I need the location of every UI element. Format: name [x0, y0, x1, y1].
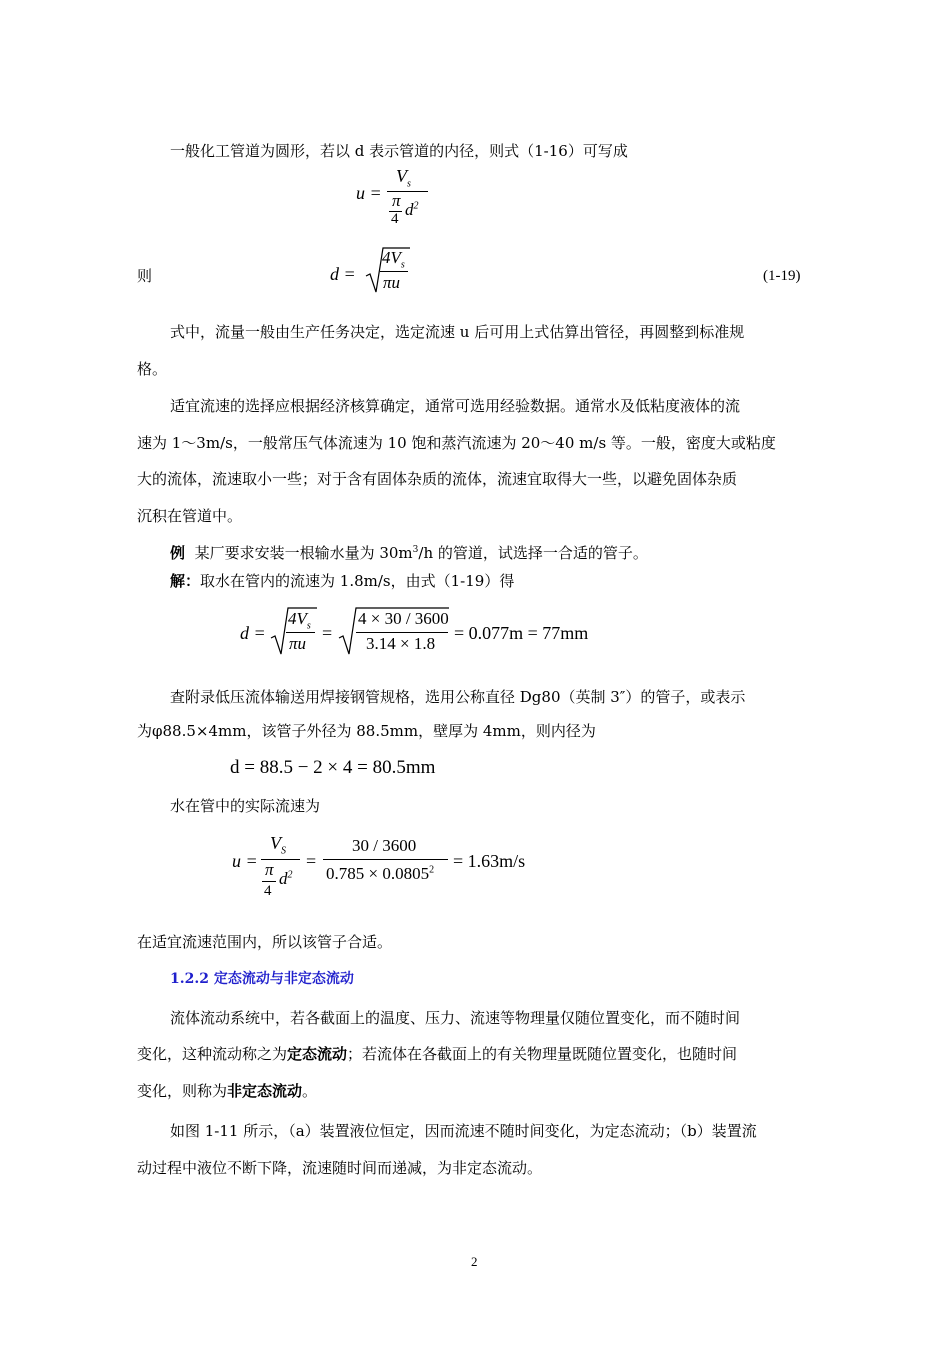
equation-number: (1-19)	[763, 268, 801, 284]
paragraph-2-line-2: 速为 1～3m/s，一般常压气体流速为 10 饱和蒸汽流速为 20～40 m/s 等。一般，密度大或粘度	[137, 434, 776, 452]
paragraph-4: 水在管中的实际流速为	[170, 797, 321, 815]
eq2-fraction-bar	[380, 271, 408, 272]
eq3-den2: 3.14 × 1.8	[366, 634, 436, 653]
eq3-bar1	[286, 632, 315, 633]
example-text: 某厂要求安装一根输水量为 30m	[194, 544, 413, 562]
eq3-den1: πu	[289, 634, 307, 653]
solution-line	[170, 571, 514, 591]
paragraph-6-line-1: 流体流动系统中，若各截面上的温度、压力、流速等物理量仅随位置变化，而不随时间	[170, 1009, 741, 1027]
eq3-result: = 0.077m = 77mm	[454, 623, 589, 643]
eq1-numerator: $V_s$	[396, 166, 411, 190]
eq5-num1: $V_S$	[270, 833, 286, 857]
p6b-text-2: ；若流体在各截面上的有关物理量既随位置变化，也随时间	[347, 1045, 738, 1063]
paragraph-1-line-1: 式中，流量一般由生产任务决定，选定流速 u 后可用上式估算出管径，再圆整到标准规	[170, 323, 745, 341]
eq5-pi: π	[265, 860, 274, 879]
paragraph-2-line-3: 大的流体，流速取小一些；对于含有固体杂质的流体，流速宜取得大一些，以避免固体杂质	[137, 470, 738, 488]
term-unsteady-flow: 非定态流动	[227, 1082, 303, 1100]
eq5-result: = 1.63m/s	[453, 851, 526, 871]
paragraph-6-line-2	[137, 1044, 737, 1064]
eq5-den2: $0.785 \times 0.0805^2$	[326, 864, 435, 883]
equation-inner-diameter: d = 88.5 − 2 × 4 = 80.5mm	[230, 757, 436, 778]
example-text-tail: /h 的管道，试选择一合适的管子。	[418, 544, 648, 562]
eq5-pi-bar	[262, 881, 276, 882]
example-line	[170, 540, 648, 563]
eq5-lhs: u =	[232, 851, 258, 871]
paragraph-2-line-4: 沉积在管道中。	[137, 507, 243, 525]
section-heading: 1.2.2 定态流动与非定态流动	[170, 971, 354, 987]
example-superscript: 3	[412, 545, 419, 555]
p6b-text-1: 变化，这种流动称之为	[137, 1045, 288, 1063]
eq3-num2: 4 × 30 / 3600	[358, 609, 449, 628]
ze-label: 则	[137, 267, 153, 285]
eq1-d: $d^2$	[405, 200, 419, 219]
eq5-num2: 30 / 3600	[352, 836, 417, 855]
solution-label: 解：	[170, 572, 201, 590]
example-label: 例	[170, 544, 186, 562]
paragraph-3-line-2: 为φ88.5×4mm，该管子外径为 88.5mm，壁厚为 4mm，则内径为	[137, 722, 596, 740]
paragraph-7-line-1: 如图 1-11 所示，（a）装置液位恒定，因而流速不随时间变化，为定态流动；（b）装置流	[170, 1122, 757, 1140]
paragraph-3-line-1: 查附录低压流体输送用焊接钢管规格，选用公称直径 Dg80（英制 3″）的管子，或表示	[170, 688, 746, 706]
p6c-text-1: 变化，则称为	[137, 1082, 228, 1100]
eq5-d: $d^2$	[279, 869, 293, 888]
eq5-four: 4	[264, 883, 272, 899]
term-steady-flow: 定态流动	[287, 1045, 348, 1063]
eq5-equals: =	[306, 851, 317, 871]
eq2-lhs: d =	[330, 264, 356, 284]
eq3-lhs: d =	[240, 623, 266, 643]
eq1-four: 4	[391, 211, 399, 227]
eq3-equals: =	[322, 623, 333, 643]
eq2-numerator: $4V_s$	[382, 248, 405, 271]
solution-text: 取水在管内的流速为 1.8m/s，由式（1-19）得	[200, 572, 515, 590]
paragraph-5: 在适宜流速范围内，所以该管子合适。	[137, 933, 393, 951]
eq1-pi: π	[392, 191, 401, 210]
eq3-num1: $4V_s$	[288, 609, 311, 632]
paragraph-7-line-2: 动过程中液位不断下降，流速随时间而递减，为非定态流动。	[137, 1159, 543, 1177]
paragraph-1-line-2: 格。	[137, 360, 168, 378]
eq5-bar2	[323, 859, 448, 860]
paragraph-6-line-3	[137, 1081, 317, 1101]
p6c-text-2: 。	[302, 1082, 318, 1100]
eq3-bar2	[356, 632, 448, 633]
page-number: 2	[471, 1254, 478, 1269]
intro-line: 一般化工管道为圆形，若以 d 表示管道的内径，则式（1-16）可写成	[170, 142, 628, 160]
eq1-lhs: u =	[356, 183, 382, 203]
paragraph-2-line-1: 适宜流速的选择应根据经济核算确定，通常可选用经验数据。通常水及低粘度液体的流	[170, 397, 741, 415]
eq2-denominator: πu	[383, 273, 401, 292]
